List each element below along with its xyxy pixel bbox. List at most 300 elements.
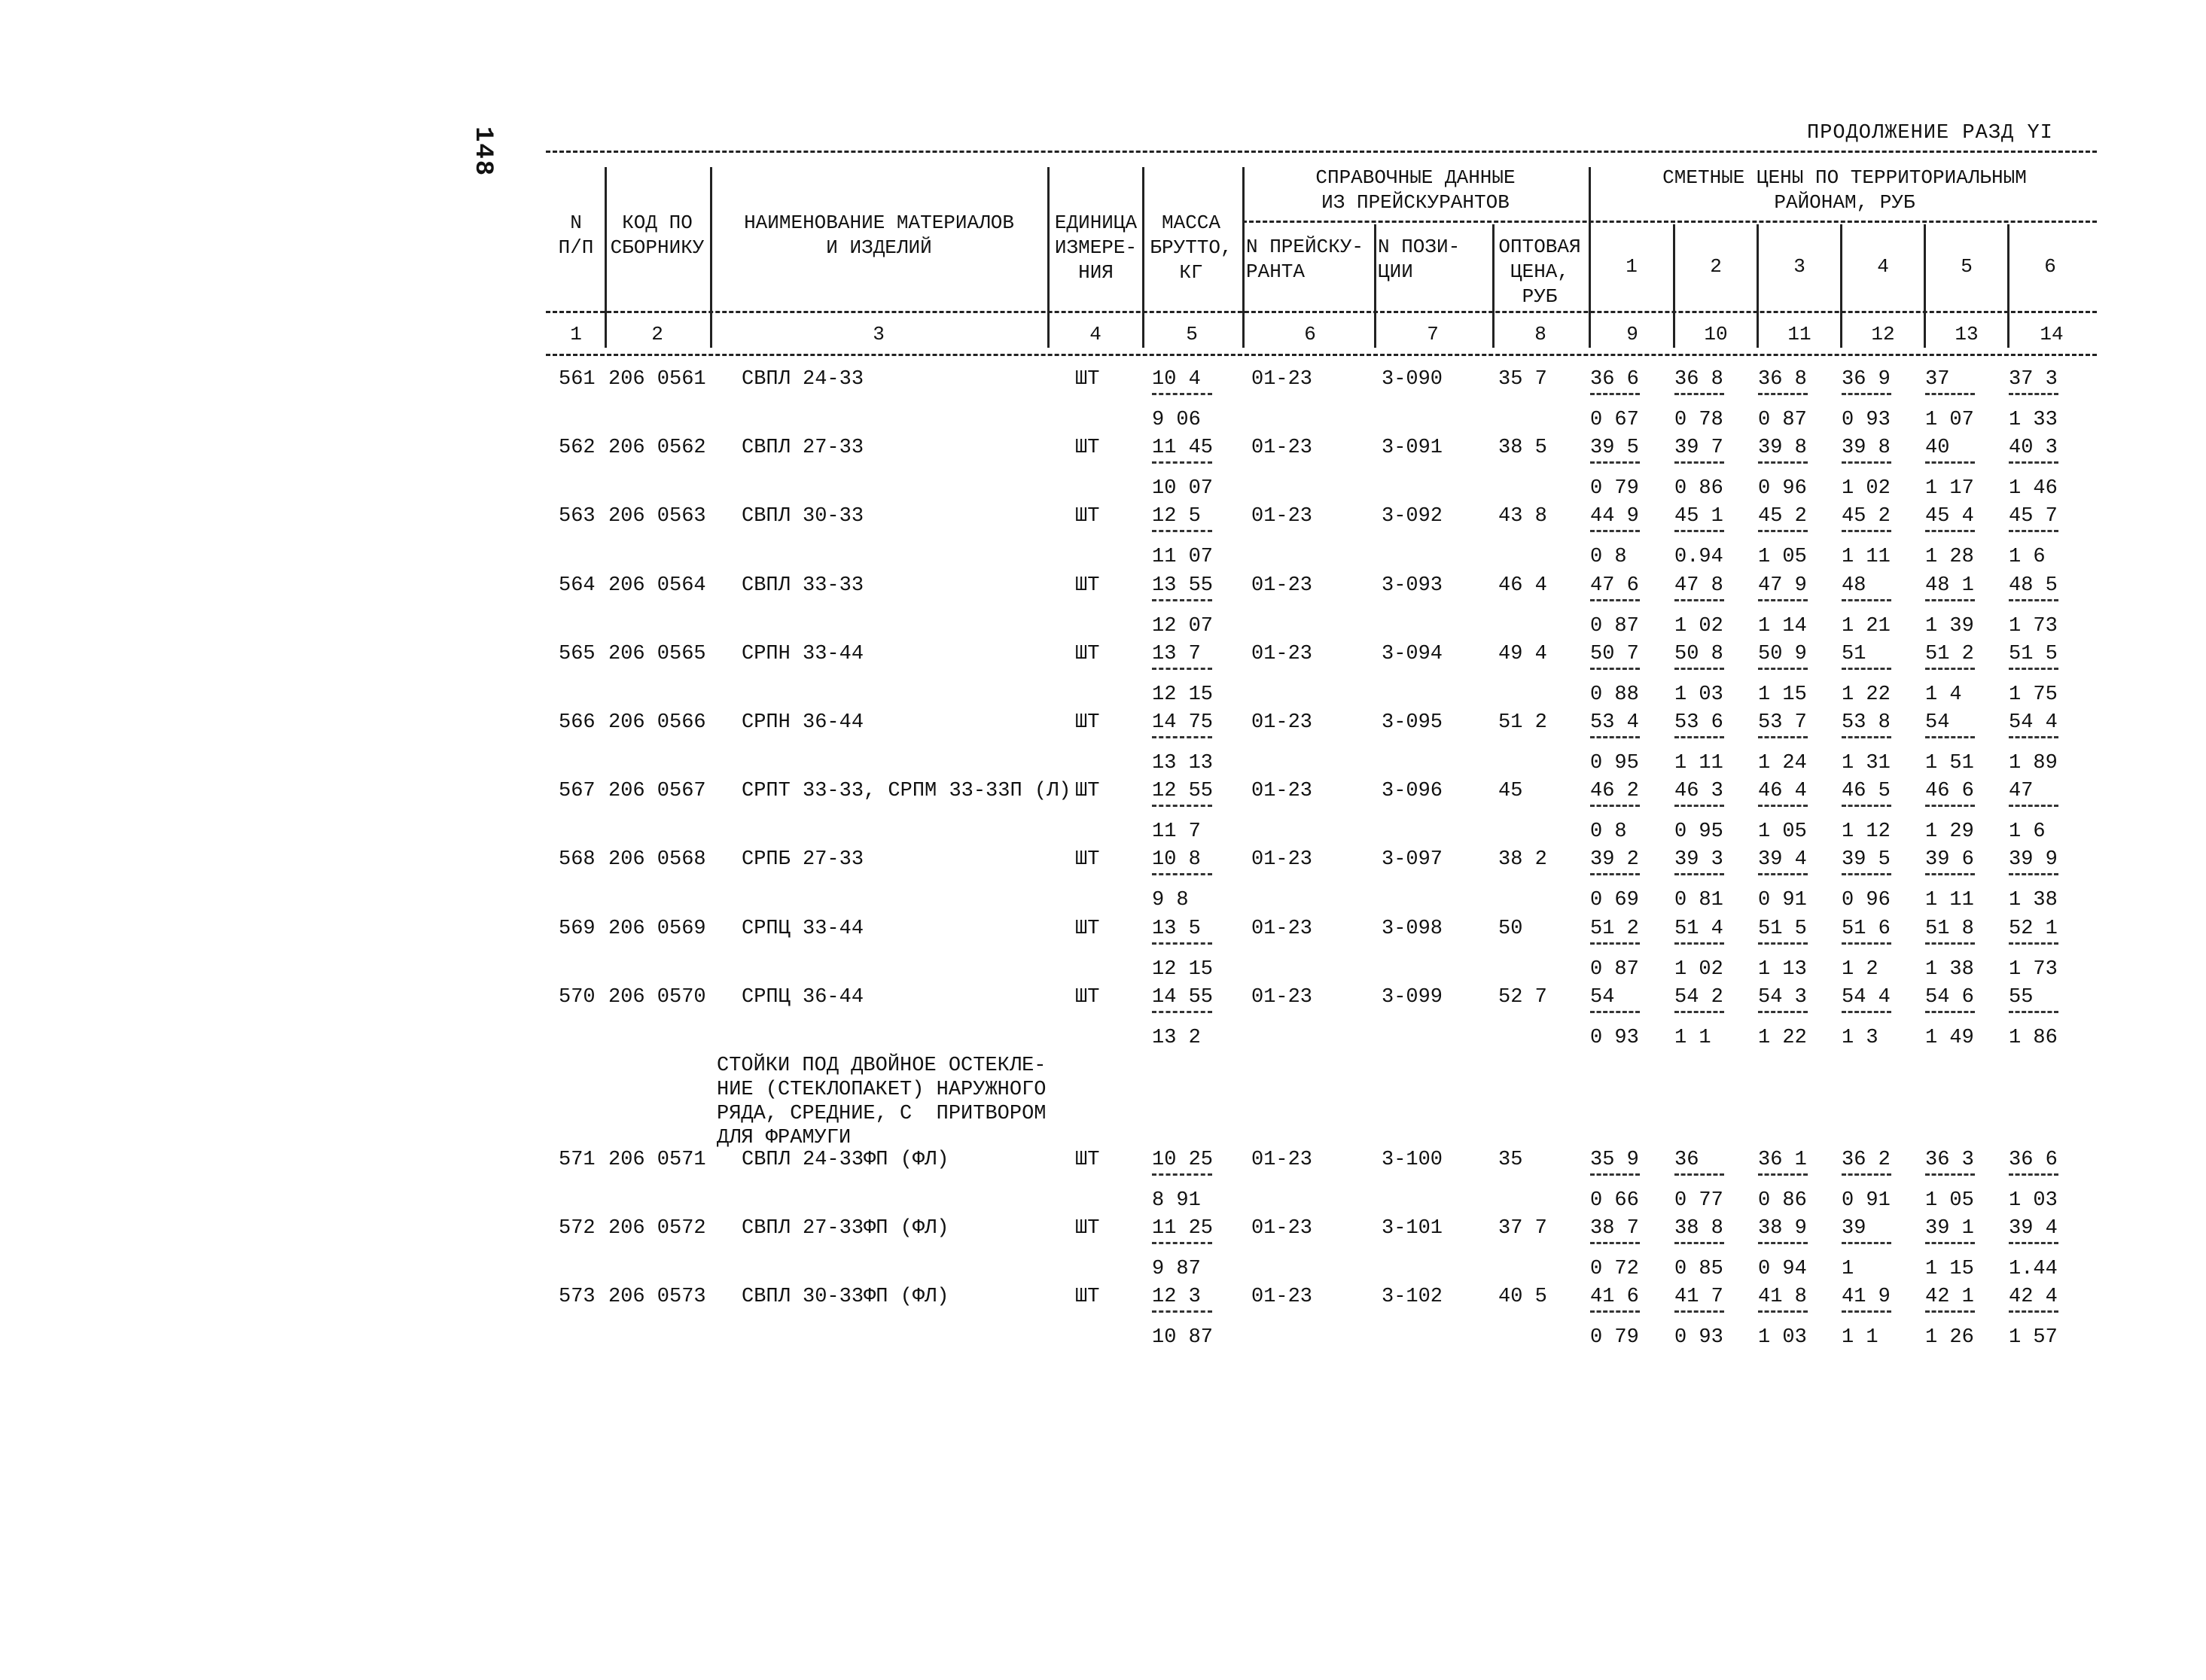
region-price-secondary-6: 1 73 <box>2009 957 2058 981</box>
region-price-3: 50 9 <box>1758 642 1807 665</box>
row-wholesale: 40 5 <box>1498 1286 1547 1309</box>
row-position: 3-099 <box>1382 985 1443 1009</box>
header-mass: МАССА БРУТТО, КГ <box>1150 212 1232 284</box>
region-price-secondary-2: 1 03 <box>1674 683 1723 706</box>
column-number: 6 <box>1304 323 1316 345</box>
region-header-3: 3 <box>1793 255 1805 278</box>
price-fraction-line <box>1590 873 1640 875</box>
row-pricelist: 01-23 <box>1251 1286 1313 1309</box>
region-price-secondary-3: 1 05 <box>1758 546 1807 569</box>
price-fraction-line <box>1590 668 1640 670</box>
region-price-secondary-2: 1 11 <box>1674 752 1723 775</box>
price-fraction-line <box>1590 1173 1640 1176</box>
price-fraction-line <box>2009 599 2058 601</box>
price-fraction-line <box>1842 393 1891 395</box>
region-price-4: 46 5 <box>1842 780 1891 803</box>
col-separator <box>605 167 607 348</box>
region-price-5: 36 3 <box>1925 1149 1974 1171</box>
region-price-2: 38 8 <box>1674 1217 1723 1240</box>
price-fraction-line <box>1842 873 1891 875</box>
col-separator <box>1374 224 1376 348</box>
row-mass: 13 7 <box>1152 642 1201 665</box>
top-rule <box>546 151 2097 153</box>
price-fraction-line <box>2009 736 2058 738</box>
row-number: 568 <box>559 848 596 872</box>
region-price-4: 39 8 <box>1842 437 1891 460</box>
price-fraction-line <box>1925 668 1975 670</box>
mass-fraction-line <box>1152 1011 1212 1013</box>
price-fraction-line <box>1674 599 1724 601</box>
row-position: 3-091 <box>1382 437 1443 460</box>
region-price-1: 53 4 <box>1590 711 1639 734</box>
mass-fraction-line <box>1152 461 1212 464</box>
mass-fraction-line <box>1152 530 1212 532</box>
region-price-5: 39 6 <box>1925 848 1974 872</box>
col-separator <box>2007 224 2009 348</box>
header-bottom-rule <box>546 311 2097 313</box>
row-number: 569 <box>559 917 596 940</box>
col-separator <box>1757 224 1759 348</box>
region-price-5: 37 <box>1925 368 1950 391</box>
price-fraction-line <box>1842 1011 1891 1013</box>
row-wholesale: 50 <box>1498 917 1523 940</box>
region-price-secondary-2: 1 02 <box>1674 957 1723 981</box>
row-number: 564 <box>559 574 596 597</box>
region-price-secondary-1: 0 79 <box>1590 477 1639 501</box>
price-fraction-line <box>1758 1310 1808 1313</box>
row-unit: ШТ <box>1075 848 1100 872</box>
price-fraction-line <box>1925 1242 1975 1244</box>
price-fraction-line <box>1758 393 1808 395</box>
row-wholesale: 51 2 <box>1498 711 1547 734</box>
price-fraction-line <box>1758 599 1808 601</box>
region-price-3: 45 2 <box>1758 505 1807 528</box>
row-wholesale: 43 8 <box>1498 505 1547 528</box>
price-fraction-line <box>1842 1310 1891 1313</box>
mass-fraction-line <box>1152 1173 1212 1176</box>
price-fraction-line <box>1842 1173 1891 1176</box>
row-position: 3-102 <box>1382 1286 1443 1309</box>
header-n: N П/П <box>558 212 594 259</box>
price-fraction-line <box>1758 736 1808 738</box>
price-fraction-line <box>2009 1173 2058 1176</box>
row-mass-secondary: 12 15 <box>1152 683 1214 706</box>
header-sub-rule <box>1242 221 2097 223</box>
price-fraction-line <box>1758 1242 1808 1244</box>
region-price-6: 36 6 <box>2009 1149 2058 1171</box>
region-price-6: 37 3 <box>2009 368 2058 391</box>
row-mass: 12 3 <box>1152 1286 1201 1309</box>
price-fraction-line <box>1590 1242 1640 1244</box>
column-number: 9 <box>1626 323 1638 345</box>
region-price-secondary-5: 1 05 <box>1925 1189 1974 1212</box>
mass-fraction-line <box>1152 599 1212 601</box>
price-fraction-line <box>1758 873 1808 875</box>
price-fraction-line <box>1674 942 1724 945</box>
region-price-secondary-4: 1 <box>1842 1258 1854 1281</box>
row-mass: 11 25 <box>1152 1217 1214 1240</box>
row-unit: ШТ <box>1075 505 1100 528</box>
col-separator <box>1589 167 1591 348</box>
region-price-3: 53 7 <box>1758 711 1807 734</box>
region-price-secondary-1: 0 8 <box>1590 820 1627 844</box>
price-fraction-line <box>1842 599 1891 601</box>
price-fraction-line <box>1590 599 1640 601</box>
region-price-secondary-3: 1 24 <box>1758 752 1807 775</box>
column-number: 12 <box>1871 323 1895 345</box>
row-name: СВПЛ 27-33 <box>742 437 864 460</box>
price-fraction-line <box>1590 942 1640 945</box>
region-price-4: 39 5 <box>1842 848 1891 872</box>
region-price-secondary-1: 0 88 <box>1590 683 1639 706</box>
price-fraction-line <box>1925 461 1975 464</box>
row-name: СРПЦ 33-44 <box>742 917 864 940</box>
region-price-secondary-4: 1 1 <box>1842 1326 1878 1350</box>
region-price-2: 47 8 <box>1674 574 1723 597</box>
row-mass: 13 5 <box>1152 917 1201 940</box>
region-price-secondary-5: 1 17 <box>1925 477 1974 501</box>
column-number: 10 <box>1704 323 1728 345</box>
price-fraction-line <box>1758 461 1808 464</box>
row-code: 206 0572 <box>608 1217 706 1240</box>
price-fraction-line <box>1674 530 1724 532</box>
region-price-secondary-6: 1 75 <box>2009 683 2058 706</box>
region-price-6: 51 5 <box>2009 642 2058 665</box>
row-mass-secondary: 12 15 <box>1152 957 1214 981</box>
region-price-secondary-5: 1 26 <box>1925 1326 1974 1350</box>
row-code: 206 0569 <box>608 917 706 940</box>
row-mass: 12 55 <box>1152 780 1214 803</box>
region-price-1: 50 7 <box>1590 642 1639 665</box>
price-fraction-line <box>2009 1310 2058 1313</box>
row-pricelist: 01-23 <box>1251 1149 1313 1171</box>
column-number: 4 <box>1089 323 1101 345</box>
row-mass-secondary: 12 07 <box>1152 614 1214 638</box>
price-fraction-line <box>1674 873 1724 875</box>
row-number: 565 <box>559 642 596 665</box>
row-number: 572 <box>559 1217 596 1240</box>
price-fraction-line <box>1674 1310 1724 1313</box>
region-price-2: 54 2 <box>1674 985 1723 1009</box>
region-price-2: 45 1 <box>1674 505 1723 528</box>
row-position: 3-097 <box>1382 848 1443 872</box>
region-price-secondary-5: 1 28 <box>1925 546 1974 569</box>
row-wholesale: 35 7 <box>1498 368 1547 391</box>
region-price-5: 51 2 <box>1925 642 1974 665</box>
region-price-secondary-3: 0 94 <box>1758 1258 1807 1281</box>
mass-fraction-line <box>1152 668 1212 670</box>
header-price-group: СМЕТНЫЕ ЦЕНЫ ПО ТЕРРИТОРИАЛЬНЫМ РАЙОНАМ, РУБ <box>1662 166 2027 214</box>
region-price-5: 54 <box>1925 711 1950 734</box>
price-fraction-line <box>1925 530 1975 532</box>
price-fraction-line <box>1842 668 1891 670</box>
region-price-secondary-2: 0.94 <box>1674 546 1723 569</box>
region-price-2: 51 4 <box>1674 917 1723 940</box>
price-fraction-line <box>1590 530 1640 532</box>
price-fraction-line <box>1758 668 1808 670</box>
price-fraction-line <box>2009 805 2058 807</box>
row-number: 570 <box>559 985 596 1009</box>
column-number: 14 <box>2040 323 2064 345</box>
region-price-secondary-1: 0 79 <box>1590 1326 1639 1350</box>
region-price-4: 39 <box>1842 1217 1866 1240</box>
region-price-secondary-1: 0 72 <box>1590 1258 1639 1281</box>
row-unit: ШТ <box>1075 368 1100 391</box>
row-name: СВПЛ 24-33 <box>742 368 864 391</box>
region-price-3: 51 5 <box>1758 917 1807 940</box>
row-mass: 14 75 <box>1152 711 1214 734</box>
region-price-4: 36 2 <box>1842 1149 1891 1171</box>
column-number: 2 <box>651 323 663 345</box>
region-price-secondary-2: 0 86 <box>1674 477 1723 501</box>
region-price-3: 46 4 <box>1758 780 1807 803</box>
row-name: СРПЦ 36-44 <box>742 985 864 1009</box>
mass-fraction-line <box>1152 942 1212 945</box>
row-number: 561 <box>559 368 596 391</box>
price-fraction-line <box>1925 873 1975 875</box>
price-fraction-line <box>1925 942 1975 945</box>
region-price-secondary-3: 1 13 <box>1758 957 1807 981</box>
region-price-1: 35 9 <box>1590 1149 1639 1171</box>
header-name: НАИМЕНОВАНИЕ МАТЕРИАЛОВ И ИЗДЕЛИЙ <box>744 212 1014 259</box>
region-price-secondary-4: 1 11 <box>1842 546 1891 569</box>
region-price-4: 51 6 <box>1842 917 1891 940</box>
price-fraction-line <box>1590 1011 1640 1013</box>
row-mass: 10 25 <box>1152 1149 1214 1171</box>
row-number: 566 <box>559 711 596 734</box>
region-price-secondary-3: 1 14 <box>1758 614 1807 638</box>
region-price-secondary-3: 0 91 <box>1758 889 1807 912</box>
column-number: 11 <box>1787 323 1811 345</box>
region-price-5: 54 6 <box>1925 985 1974 1009</box>
region-price-secondary-4: 1 2 <box>1842 957 1878 981</box>
region-price-6: 42 4 <box>2009 1286 2058 1309</box>
price-fraction-line <box>1758 1173 1808 1176</box>
column-number: 8 <box>1534 323 1546 345</box>
col-separator <box>710 167 712 348</box>
price-fraction-line <box>1925 1011 1975 1013</box>
section-title: СТОЙКИ ПОД ДВОЙНОЕ ОСТЕКЛЕ- НИЕ (СТЕКЛОПАКЕТ) НАРУЖНОГО РЯДА, СРЕДНИЕ, С ПРИТВОРОМ ДЛЯ ФРАМУГИ <box>717 1055 1047 1149</box>
price-fraction-line <box>1758 530 1808 532</box>
region-price-3: 54 3 <box>1758 985 1807 1009</box>
region-price-secondary-6: 1.44 <box>2009 1258 2058 1281</box>
region-price-5: 42 1 <box>1925 1286 1974 1309</box>
region-price-1: 38 7 <box>1590 1217 1639 1240</box>
column-number: 7 <box>1427 323 1439 345</box>
row-unit: ШТ <box>1075 642 1100 665</box>
region-price-2: 53 6 <box>1674 711 1723 734</box>
row-position: 3-094 <box>1382 642 1443 665</box>
region-price-5: 45 4 <box>1925 505 1974 528</box>
row-number: 573 <box>559 1286 596 1309</box>
price-fraction-line <box>1842 1242 1891 1244</box>
row-mass-secondary: 10 07 <box>1152 477 1214 501</box>
row-code: 206 0573 <box>608 1286 706 1309</box>
region-price-secondary-3: 0 96 <box>1758 477 1807 501</box>
row-code: 206 0561 <box>608 368 706 391</box>
col-separator <box>1673 224 1675 348</box>
col-separator <box>1142 167 1144 348</box>
column-number: 13 <box>1955 323 1979 345</box>
row-code: 206 0568 <box>608 848 706 872</box>
row-position: 3-095 <box>1382 711 1443 734</box>
region-price-secondary-5: 1 11 <box>1925 889 1974 912</box>
region-price-1: 44 9 <box>1590 505 1639 528</box>
region-price-secondary-6: 1 89 <box>2009 752 2058 775</box>
row-code: 206 0571 <box>608 1149 706 1171</box>
region-price-secondary-4: 1 31 <box>1842 752 1891 775</box>
price-fraction-line <box>1590 1310 1640 1313</box>
row-unit: ШТ <box>1075 1286 1100 1309</box>
row-name: СВПЛ 27-33ФП (ФЛ) <box>742 1217 949 1240</box>
region-price-secondary-2: 0 77 <box>1674 1189 1723 1212</box>
region-price-secondary-3: 1 22 <box>1758 1026 1807 1049</box>
price-fraction-line <box>2009 942 2058 945</box>
row-position: 3-096 <box>1382 780 1443 803</box>
column-number-rule <box>546 354 2097 356</box>
price-fraction-line <box>1674 736 1724 738</box>
header-unit: ЕДИНИЦА ИЗМЕРЕ- НИЯ <box>1054 212 1138 284</box>
region-price-3: 36 8 <box>1758 368 1807 391</box>
row-name: СВПЛ 33-33 <box>742 574 864 597</box>
region-price-1: 51 2 <box>1590 917 1639 940</box>
region-price-secondary-1: 0 87 <box>1590 614 1639 638</box>
price-fraction-line <box>1674 461 1724 464</box>
region-price-6: 39 9 <box>2009 848 2058 872</box>
row-mass-secondary: 9 87 <box>1152 1258 1201 1281</box>
region-price-secondary-6: 1 6 <box>2009 546 2046 569</box>
row-position: 3-093 <box>1382 574 1443 597</box>
price-fraction-line <box>1674 1173 1724 1176</box>
row-mass-secondary: 11 07 <box>1152 546 1214 569</box>
price-fraction-line <box>1925 393 1975 395</box>
region-header-5: 5 <box>1961 255 1973 278</box>
row-mass: 10 8 <box>1152 848 1201 872</box>
price-fraction-line <box>2009 461 2058 464</box>
price-fraction-line <box>1590 461 1640 464</box>
row-name: СРПН 36-44 <box>742 711 864 734</box>
row-name: СРПТ 33-33, СРПМ 33-33П (Л) <box>742 780 1071 803</box>
row-mass: 14 55 <box>1152 985 1214 1009</box>
header-code: КОД ПО СБОРНИКУ <box>610 212 705 259</box>
row-pricelist: 01-23 <box>1251 848 1313 872</box>
row-mass: 11 45 <box>1152 437 1214 460</box>
region-price-6: 39 4 <box>2009 1217 2058 1240</box>
region-price-secondary-5: 1 07 <box>1925 409 1974 431</box>
price-fraction-line <box>1925 805 1975 807</box>
row-code: 206 0565 <box>608 642 706 665</box>
row-wholesale: 35 <box>1498 1149 1523 1171</box>
row-wholesale: 38 5 <box>1498 437 1547 460</box>
region-price-3: 47 9 <box>1758 574 1807 597</box>
region-price-secondary-1: 0 93 <box>1590 1026 1639 1049</box>
region-price-secondary-3: 0 86 <box>1758 1189 1807 1212</box>
region-price-secondary-3: 1 05 <box>1758 820 1807 844</box>
row-position: 3-098 <box>1382 917 1443 940</box>
region-price-secondary-5: 1 29 <box>1925 820 1974 844</box>
row-wholesale: 38 2 <box>1498 848 1547 872</box>
price-fraction-line <box>1674 805 1724 807</box>
price-fraction-line <box>1842 736 1891 738</box>
row-code: 206 0563 <box>608 505 706 528</box>
region-price-secondary-1: 0 8 <box>1590 546 1627 569</box>
region-price-secondary-4: 1 02 <box>1842 477 1891 501</box>
row-number: 562 <box>559 437 596 460</box>
row-position: 3-090 <box>1382 368 1443 391</box>
region-price-5: 48 1 <box>1925 574 1974 597</box>
price-fraction-line <box>1842 805 1891 807</box>
row-mass: 13 55 <box>1152 574 1214 597</box>
price-fraction-line <box>1674 393 1724 395</box>
region-price-secondary-1: 0 66 <box>1590 1189 1639 1212</box>
price-fraction-line <box>2009 873 2058 875</box>
row-code: 206 0567 <box>608 780 706 803</box>
header-wholesale: ОПТОВАЯ ЦЕНА, РУБ <box>1498 236 1581 308</box>
row-name: СВПЛ 30-33 <box>742 505 864 528</box>
mass-fraction-line <box>1152 805 1212 807</box>
region-price-secondary-2: 0 78 <box>1674 409 1723 431</box>
row-code: 206 0562 <box>608 437 706 460</box>
region-price-3: 41 8 <box>1758 1286 1807 1309</box>
header-ref-group: СПРАВОЧНЫЕ ДАННЫЕ ИЗ ПРЕЙСКУРАНТОВ <box>1315 166 1516 214</box>
region-price-secondary-6: 1 6 <box>2009 820 2046 844</box>
region-price-secondary-1: 0 95 <box>1590 752 1639 775</box>
region-price-5: 40 <box>1925 437 1950 460</box>
region-price-secondary-1: 0 67 <box>1590 409 1639 431</box>
price-fraction-line <box>2009 1242 2058 1244</box>
row-number: 571 <box>559 1149 596 1171</box>
region-price-3: 38 9 <box>1758 1217 1807 1240</box>
row-mass-secondary: 9 06 <box>1152 409 1201 431</box>
region-price-2: 39 7 <box>1674 437 1723 460</box>
region-price-4: 51 <box>1842 642 1866 665</box>
row-wholesale: 37 7 <box>1498 1217 1547 1240</box>
row-mass-secondary: 13 2 <box>1152 1026 1201 1049</box>
row-position: 3-100 <box>1382 1149 1443 1171</box>
region-price-secondary-4: 1 21 <box>1842 614 1891 638</box>
region-price-secondary-5: 1 49 <box>1925 1026 1974 1049</box>
mass-fraction-line <box>1152 1242 1212 1244</box>
row-mass-secondary: 10 87 <box>1152 1326 1214 1350</box>
region-header-2: 2 <box>1710 255 1722 278</box>
row-number: 567 <box>559 780 596 803</box>
region-price-5: 39 1 <box>1925 1217 1974 1240</box>
row-mass-secondary: 8 91 <box>1152 1189 1201 1212</box>
column-number: 5 <box>1186 323 1198 345</box>
price-fraction-line <box>1842 461 1891 464</box>
row-wholesale: 49 4 <box>1498 642 1547 665</box>
row-position: 3-092 <box>1382 505 1443 528</box>
region-price-6: 55 <box>2009 985 2034 1009</box>
col-separator <box>1492 224 1495 348</box>
row-mass-secondary: 9 8 <box>1152 889 1189 912</box>
region-price-secondary-5: 1 51 <box>1925 752 1974 775</box>
region-price-4: 36 9 <box>1842 368 1891 391</box>
row-pricelist: 01-23 <box>1251 574 1313 597</box>
col-separator <box>1242 167 1245 348</box>
region-price-secondary-5: 1 39 <box>1925 614 1974 638</box>
column-number: 3 <box>873 323 885 345</box>
mass-fraction-line <box>1152 736 1212 738</box>
region-price-secondary-6: 1 57 <box>2009 1326 2058 1350</box>
region-price-3: 39 4 <box>1758 848 1807 872</box>
section-continuation: ПРОДОЛЖЕНИЕ РАЗД YI <box>1807 122 2053 145</box>
row-mass-secondary: 11 7 <box>1152 820 1201 844</box>
row-unit: ШТ <box>1075 1217 1100 1240</box>
region-price-6: 48 5 <box>2009 574 2058 597</box>
price-fraction-line <box>1925 1310 1975 1313</box>
region-price-secondary-5: 1 38 <box>1925 957 1974 981</box>
